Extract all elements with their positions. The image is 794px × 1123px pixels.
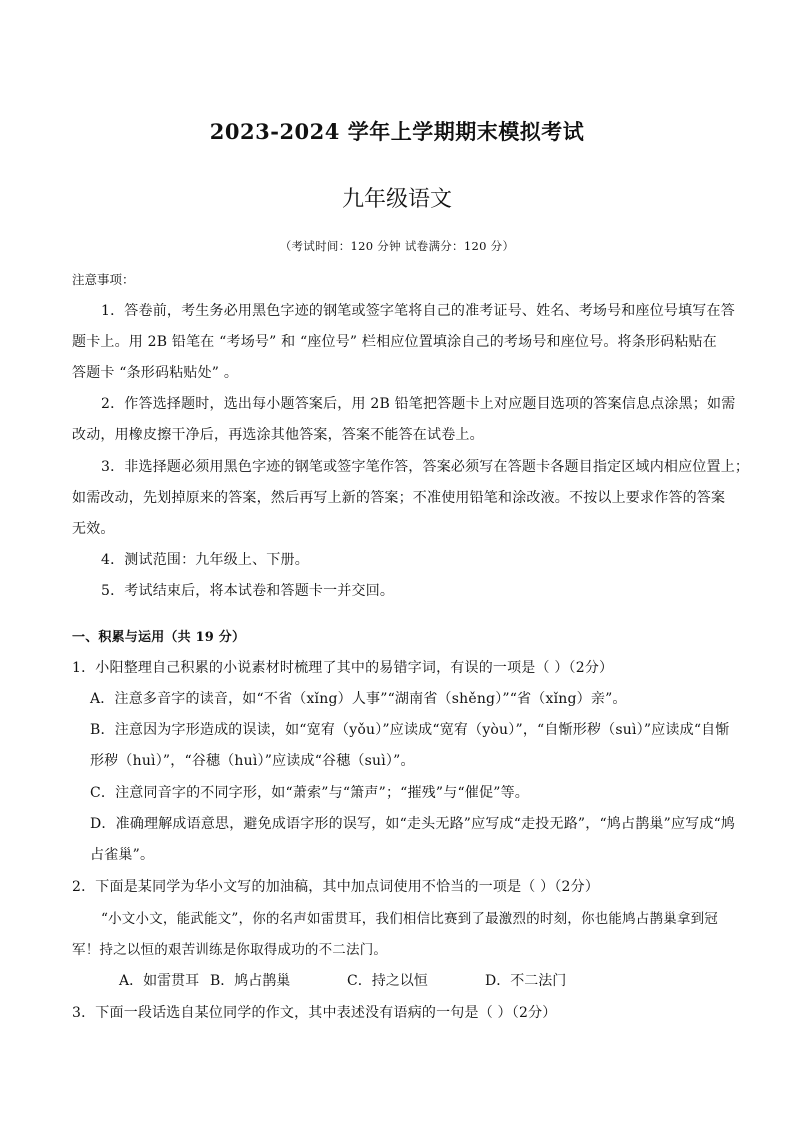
notice-line: 答题卡 “条形码粘贴处” 。 [72,365,239,381]
notice-line: 题卡上。用 2B 铅笔在 “考场号” 和 “座位号” 栏相应位置填涂自己的考场号和座位号。将条形码粘贴在 [72,334,717,350]
page-subtitle: 九年级语文 [341,187,452,212]
notice-line: 4．测试范围：九年级上、下册。 [101,552,309,568]
question-1-option-d: D．准确理解成语意思，避免成语字形的误写，如“走头无路”应写成“走投无路”，“鸠占鹊巢”应写成“鸠 [90,816,736,832]
section-heading: 一、积累与运用（共 19 分） [72,630,246,645]
question-2-option-b: B．鸠占鹊巢 [210,973,291,989]
notice-line: 无效。 [72,521,115,537]
question-2-option-c: C．持之以恒 [347,973,428,989]
question-2-passage-cont: 军！持之以恒的艰苦训练是你取得成功的不二法门。 [72,942,388,958]
question-2-option-a: A．如雷贯耳 [119,973,200,989]
question-1-option-a: A．注意多音字的读音，如“不省（xǐng）人事”“湖南省（shěng）”“省（xǐng）亲”。 [90,691,627,707]
question-3-stem: 3．下面一段话选自某位同学的作文，其中表述没有语病的一句是（ ）（2分） [72,1005,557,1021]
question-1-option-d-cont: 占雀巢”。 [90,847,155,863]
notice-line: 5．考试结束后，将本试卷和答题卡一并交回。 [101,583,395,599]
question-2-stem: 2．下面是某同学为华小文写的加油稿，其中加点词使用不恰当的一项是（ ）（2分） [72,879,600,895]
notice-line: 改动，用橡皮擦干净后，再选涂其他答案，答案不能答在试卷上。 [72,427,484,443]
question-1-option-b: B．注意因为字形造成的误读，如“宽宥（yǒu）”应读成“宽宥（yòu）”，“自惭形秽（suì）”应读成“自惭 [90,722,730,738]
question-1-stem: 1．小阳整理自己积累的小说素材时梳理了其中的易错字词，有误的一项是（ ）（2分） [72,660,614,676]
notice-heading: 注意事项： [72,272,135,287]
question-1-option-b-cont: 形秽（huì）”，“谷穗（huì）”应读成“谷穗（suì）”。 [90,753,415,769]
page-title: 2023-2024 学年上学期期末模拟考试 [209,119,585,144]
notice-line: 1．答卷前，考生务必用黑色字迹的钢笔或签字笔将自己的准考证号、姓名、考场号和座位号填写在答 [101,303,735,319]
question-2-passage: “小文小文，能武能文”，你的名声如雷贯耳，我们相信比赛到了最激烈的时刻，你也能鸠占鹊巢拿到冠 [101,911,719,927]
notice-line: 3．非选择题必须用黑色字迹的钢笔或签字笔作答，答案必须写在答题卡各题目指定区域内相应位置上； [101,459,750,475]
notice-line: 2．作答选择题时，选出每小题答案后，用 2B 铅笔把答题卡上对应题目选项的答案信息点涂黑；如需 [101,396,736,412]
notice-line: 如需改动，先划掉原来的答案，然后再写上新的答案；不准使用铅笔和涂改液。不按以上要求作答的答案 [72,490,726,506]
question-1-option-c: C．注意同音字的不同字形，如“萧索”与“箫声”；“摧残”与“催促”等。 [90,785,529,801]
question-2-option-d: D．不二法门 [485,973,567,989]
exam-info: （考试时间：120 分钟 试卷满分：120 分） [279,239,515,253]
